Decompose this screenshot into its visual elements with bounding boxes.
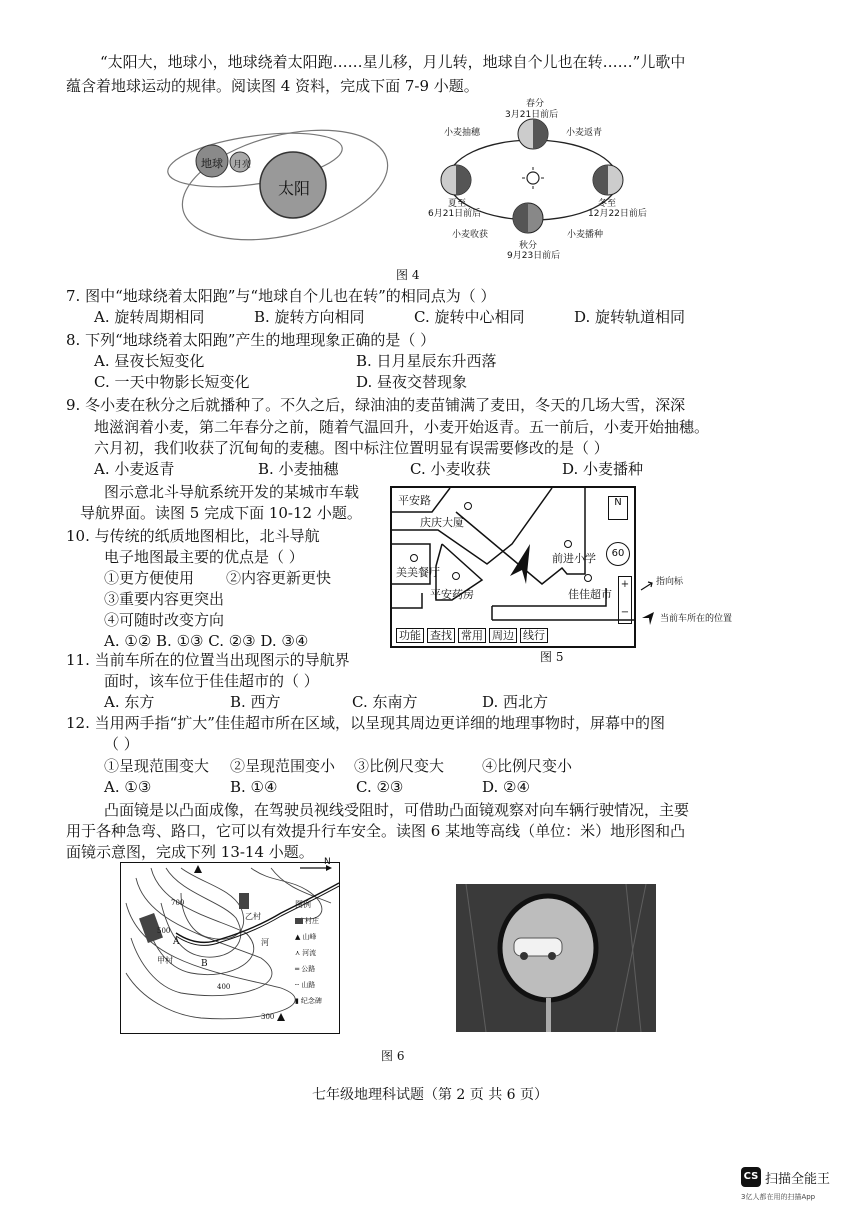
favorites-button[interactable]: 常用: [458, 628, 486, 643]
nav-button-bar: [396, 628, 548, 643]
building-marker: [464, 502, 472, 510]
contour-500: 500: [157, 927, 171, 935]
q12-option-a: A. ①③: [104, 778, 152, 796]
q9-line-2: 地滋润着小麦，第二年春分之前，随着气温回升，小麦开始返青。五一前后，小麦开始抽穗。: [94, 418, 710, 436]
contour-300: 300: [261, 1013, 275, 1021]
river-label: 河: [261, 938, 269, 947]
scanner-app-name: 扫描全能王: [765, 1172, 831, 1187]
pharmacy-marker: [452, 572, 460, 580]
q7-option-d: D. 旋转轨道相同: [574, 308, 686, 326]
route-button[interactable]: 线行: [520, 628, 548, 643]
village-legend-icon: [295, 918, 303, 924]
legend-peak: 山峰: [302, 933, 317, 941]
q10-line-2: 电子地图最主要的优点是（ ）: [104, 548, 304, 566]
legend-road: 公路: [301, 965, 316, 973]
pharmacy-label: 平安药房: [430, 588, 474, 601]
sun-label: 太阳: [278, 179, 311, 198]
q9-line-3: 六月初，我们收获了沉甸甸的麦穗。图中标注位置明显有误需要修改的是（ ）: [94, 439, 609, 457]
q10-choices: A. ①② B. ①③ C. ②③ D. ③④: [104, 632, 309, 650]
spring-date: 3月21日前后: [505, 110, 559, 120]
contour-map: [120, 862, 340, 1034]
trail-legend-icon: ┄: [295, 981, 300, 989]
wheat-green-label: 小麦返青: [566, 128, 603, 138]
speed-limit-sign: 60: [606, 542, 630, 566]
car-position-legend-label: 当前车所在的位置: [660, 614, 733, 624]
q8-option-a: A. 昼夜长短变化: [94, 352, 205, 370]
q11-option-d: D. 西北方: [482, 693, 549, 711]
q7-option-a: A. 旋转周期相同: [94, 308, 205, 326]
river-legend-icon: ⋏: [295, 949, 301, 957]
q12-option-4: ④比例尺变小: [482, 757, 573, 775]
q9-line-1: 9. 冬小麦在秋分之后就播种了。不久之后，绿油油的麦苗铺满了麦田，冬天的几场大雪，深深: [66, 396, 686, 414]
intro-line-2: 蕴含着地球运动的规律。阅读图 4 资料，完成下面 7-9 小题。: [66, 77, 479, 95]
legend-title: 图例: [295, 900, 311, 909]
q8-option-d: D. 昼夜交替现象: [356, 373, 468, 391]
q12-option-3: ③比例尺变大: [354, 757, 445, 775]
supermarket-marker: [584, 574, 592, 582]
restaurant-label: 美美餐厅: [396, 566, 440, 579]
wheat-harvest-label: 小麦收获: [452, 230, 489, 240]
navigation-map: [390, 486, 636, 648]
figure-4-caption: 图 4: [396, 268, 420, 282]
building-label: 庆庆大厦: [420, 516, 464, 529]
q10-option-2: ②内容更新更快: [226, 569, 332, 587]
legend-trail: 山路: [301, 981, 316, 989]
q8-option-c: C. 一天中物影长短变化: [94, 373, 250, 391]
q10-line-1: 10. 与传统的纸质地图相比，北斗导航: [66, 527, 320, 545]
road-label: 平安路: [398, 494, 431, 507]
intro-line-1: “太阳大，地球小，地球绕着太阳跑……星儿移，月儿转，地球自个儿也在转……”儿歌中: [100, 53, 686, 71]
road-legend-icon: ═: [295, 965, 300, 973]
page-footer: 七年级地理科试题（第 2 页 共 6 页）: [311, 1087, 549, 1103]
search-button[interactable]: 查找: [427, 628, 455, 643]
autumn-date: 9月23日前后: [507, 251, 561, 261]
q10-option-3: ③重要内容更突出: [104, 590, 225, 608]
q8-stem: 8. 下列“地球绕着太阳跑”产生的地理现象正确的是（ ）: [66, 331, 436, 349]
q11-option-a: A. 东方: [104, 693, 155, 711]
north-label: N: [614, 497, 622, 508]
scanner-app-tagline: 3亿人都在用的扫描App: [741, 1193, 816, 1201]
function-button[interactable]: 功能: [396, 628, 424, 643]
q9-option-a: A. 小麦返青: [94, 460, 175, 478]
peak-legend-icon: ▲: [295, 933, 301, 941]
autumn-label: 秋分: [519, 241, 538, 251]
restaurant-marker: [410, 554, 418, 562]
spring-label: 春分: [526, 99, 545, 109]
q11-line-1: 11. 当前车所在的位置当出现图示的导航界: [66, 651, 350, 669]
pointer-legend-label: 指向标: [656, 577, 684, 587]
nearby-button[interactable]: 周边: [489, 628, 517, 643]
summer-label: 夏至: [448, 199, 467, 209]
q11-option-c: C. 东南方: [352, 693, 418, 711]
monument-legend-icon: ▮: [295, 997, 299, 1005]
figure-6-caption: 图 6: [381, 1049, 405, 1063]
legend-river: 河流: [302, 949, 317, 957]
village-yi-label: 乙村: [245, 912, 261, 921]
summer-date: 6月21日前后: [428, 209, 482, 219]
q7-option-b: B. 旋转方向相同: [254, 308, 365, 326]
contour-400: 400: [217, 983, 231, 991]
intro3-line-1: 凸面镜是以凸面成像，在驾驶员视线受阻时，可借助凸面镜观察对向车辆行驶情况，主要: [104, 801, 690, 819]
north-indicator[interactable]: [608, 496, 628, 520]
q9-option-c: C. 小麦收获: [410, 460, 491, 478]
car-position-legend-icon: [640, 610, 656, 626]
school-label: 前进小学: [552, 552, 596, 565]
q12-option-2: ②呈现范围变小: [230, 757, 336, 775]
village-jia-label: 甲村: [157, 956, 173, 965]
point-a-label: A: [173, 937, 180, 947]
contour-map-legend: [295, 899, 337, 1006]
q11-line-2: 面时，该车位于佳佳超市的（ ）: [104, 672, 319, 690]
q12-line-1: 12. 当用两手指“扩大”佳佳超市所在区域，以呈现其周边更详细的地理事物时，屏幕中的图: [66, 714, 665, 732]
intro2-line-1: 图示意北斗导航系统开发的某城市车载: [104, 483, 360, 501]
wheat-heading-label: 小麦抽穗: [444, 128, 481, 138]
q9-option-d: D. 小麦播种: [562, 460, 644, 478]
q12-option-c: C. ②③: [356, 778, 404, 796]
intro2-line-2: 导航界面。读图 5 完成下面 10-12 小题。: [80, 504, 362, 522]
zoom-out-button[interactable]: −: [620, 607, 630, 618]
wheat-sow-label: 小麦播种: [567, 230, 604, 240]
zoom-control: [618, 576, 632, 624]
figure-5-caption: 图 5: [540, 650, 564, 664]
winter-label: 冬至: [598, 199, 617, 209]
north-label-fig6: N: [324, 857, 331, 867]
supermarket-label: 佳佳超市: [568, 588, 612, 601]
legend-monument: 纪念碑: [300, 997, 322, 1005]
q8-option-b: B. 日月星辰东升西落: [356, 352, 497, 370]
q12-option-1: ①呈现范围变大: [104, 757, 210, 775]
zoom-in-button[interactable]: +: [620, 579, 630, 590]
q11-option-b: B. 西方: [230, 693, 281, 711]
point-b-label: B: [201, 959, 208, 969]
convex-mirror-photo: [456, 884, 656, 1032]
q9-option-b: B. 小麦抽穗: [258, 460, 339, 478]
scanner-logo-icon: CS: [741, 1167, 761, 1187]
q7-stem: 7. 图中“地球绕着太阳跑”与“地球自个儿也在转”的相同点为（ ）: [66, 287, 496, 305]
intro3-line-3: 面镜示意图，完成下列 13-14 小题。: [66, 843, 314, 861]
intro3-line-2: 用于各种急弯、路口，它可以有效提升行车安全。读图 6 某地等高线（单位：米）地形图和凸: [66, 822, 686, 840]
contour-700: 700: [171, 899, 185, 907]
q7-option-c: C. 旋转中心相同: [414, 308, 525, 326]
legend-village: 村庄: [305, 917, 319, 925]
q12-option-d: D. ②④: [482, 778, 530, 796]
q12-option-b: B. ①④: [230, 778, 278, 796]
winter-date: 12月22日前后: [588, 209, 647, 219]
earth-label: 地球: [201, 157, 223, 170]
q12-line-2: （ ）: [104, 735, 139, 753]
school-marker: [564, 540, 572, 548]
pointer-legend-icon: [640, 576, 654, 586]
q10-option-4: ④可随时改变方向: [104, 611, 225, 629]
q10-option-1: ①更方便使用: [104, 569, 195, 587]
moon-label: 月亮: [233, 160, 252, 170]
